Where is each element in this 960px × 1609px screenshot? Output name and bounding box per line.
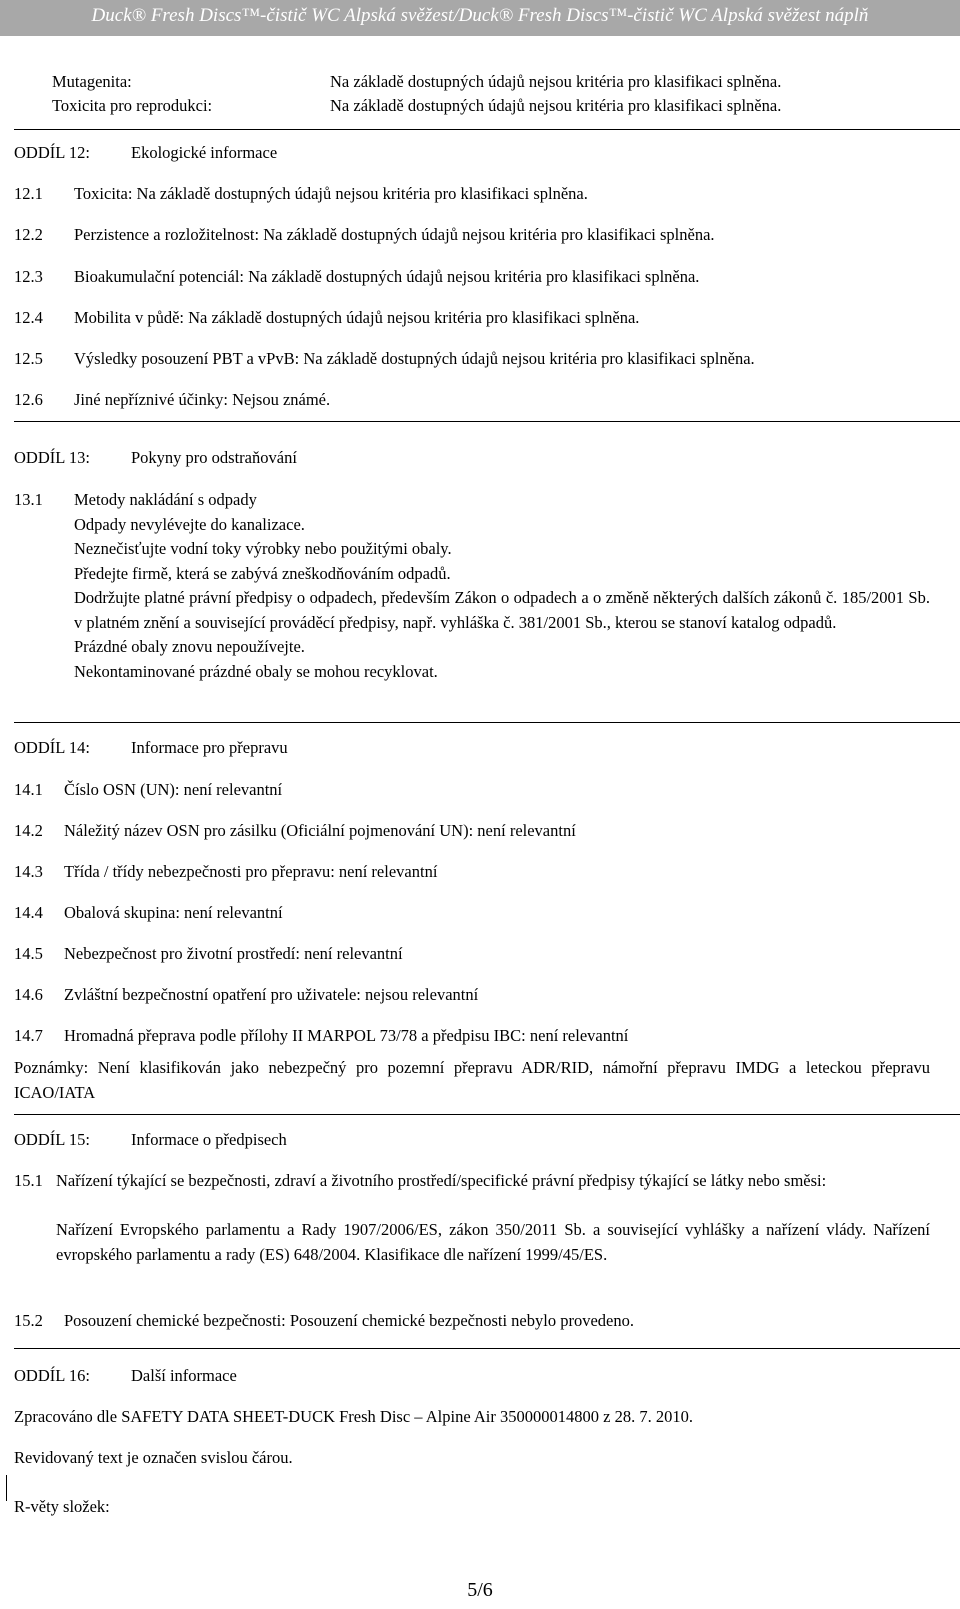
transport-note: Poznámky: Není klasifikován jako nebezpečný pro pozemní přepravu ADR/RID, námořní přepravu IMDG a leteckou přepravu ICAO/IATA [14,1058,930,1102]
section-13-title: Pokyny pro odstraňování [131,448,297,467]
document-title: Duck® Fresh Discs™-čistič WC Alpská svěžest/Duck® Fresh Discs™-čistič WC Alpská svěžest náplň [91,5,869,26]
item-12-4-number: 12.4 [14,308,43,327]
item-14-6-text: Zvláštní bezpečnostní opatření pro uživatele: nejsou relevantní [64,985,479,1004]
item-12-3-number: 12.3 [14,267,43,286]
section-12-label: ODDÍL 12: [14,143,90,162]
item-14-2-text: Náležitý název OSN pro zásilku (Oficiální pojmenování UN): není relevantní [64,821,576,840]
section-divider [14,129,960,130]
section-divider [14,1348,960,1349]
item-14-5-number: 14.5 [14,944,43,963]
mutagenicity-label: Mutagenita: [52,72,132,91]
item-13-1-block [74,488,930,684]
item-13-1-title: Metody nakládání s odpady [74,490,257,509]
item-12-3-text: Bioakumulační potenciál: Na základě dostupných údajů nejsou kritéria pro klasifikaci splněna. [74,267,700,286]
item-14-6-number: 14.6 [14,985,43,1004]
disposal-legal-paragraph: Dodržujte platné právní předpisy o odpadech, především Zákon o odpadech a o změně některých dalších zákonů č. 185/2001 Sb. v platném znění a související prováděcí předpisy, např. vyhláška č. 381/2001 Sb., kterou se stanoví katalog odpadů. [74,588,930,632]
disposal-line: Neznečisťujte vodní toky výrobky nebo použitými obaly. [74,539,452,558]
item-14-7-number: 14.7 [14,1026,43,1045]
section-14-label: ODDÍL 14: [14,738,90,757]
section-12-heading [14,143,277,163]
section-14-title: Informace pro přepravu [131,738,288,757]
r-phrases-heading: R-věty složek: [14,1497,110,1516]
section-16-label: ODDÍL 16: [14,1366,90,1385]
item-15-1-number: 15.1 [14,1171,43,1190]
item-12-4-text: Mobilita v půdě: Na základě dostupných údajů nejsou kritéria pro klasifikaci splněna. [74,308,640,327]
item-14-3-text: Třída / třídy nebezpečnosti pro přepravu: není relevantní [64,862,438,881]
section-13-label: ODDÍL 13: [14,448,90,467]
item-14-3-number: 14.3 [14,862,43,881]
item-15-2-number: 15.2 [14,1311,43,1330]
mutagenicity-value: Na základě dostupných údajů nejsou kritéria pro klasifikaci splněna. [330,72,782,91]
item-12-5-number: 12.5 [14,349,43,368]
item-12-5-text: Výsledky posouzení PBT a vPvB: Na základě dostupných údajů nejsou kritéria pro klasifikaci splněna. [74,349,755,368]
disposal-line: Předejte firmě, která se zabývá zneškodňováním odpadů. [74,563,451,583]
item-14-5-text: Nebezpečnost pro životní prostředí: není relevantní [64,944,403,963]
section-16-heading [14,1366,237,1386]
item-13-1-number: 13.1 [14,490,43,509]
section-15-heading [14,1130,287,1150]
disposal-line: Nekontaminované prázdné obaly se mohou recyklovat. [74,661,438,681]
item-14-4-text: Obalová skupina: není relevantní [64,903,283,922]
section-divider [14,1114,960,1115]
item-15-2-text: Posouzení chemické bezpečnosti: Posouzení chemické bezpečnosti nebylo provedeno. [64,1311,634,1330]
section-divider [14,421,960,422]
item-14-4-number: 14.4 [14,903,43,922]
item-14-2-number: 14.2 [14,821,43,840]
revision-bar [6,1475,7,1501]
item-15-1-regulations: Nařízení Evropského parlamentu a Rady 1907/2006/ES, zákon 350/2011 Sb. a související vyhlášky a nařízení vlády. Nařízení evropského parlamentu a rady (ES) 648/2004. Klasifikace dle nařízení 1999/45/ES. [56,1220,930,1264]
item-12-6-number: 12.6 [14,390,43,409]
item-14-1-text: Číslo OSN (UN): není relevantní [64,780,283,799]
section-16-title: Další informace [131,1366,237,1385]
item-12-6-text: Jiné nepříznivé účinky: Nejsou známé. [74,390,331,409]
disposal-line: Prázdné obaly znovu nepoužívejte. [74,637,305,656]
item-15-1-text: Nařízení týkající se bezpečnosti, zdraví a životního prostředí/specifické právní předpisy týkající se látky nebo směsi: [56,1171,827,1190]
item-12-1-number: 12.1 [14,184,43,203]
item-12-2-number: 12.2 [14,225,43,244]
item-14-1-number: 14.1 [14,780,43,799]
section-15-title: Informace o předpisech [131,1130,287,1149]
page-number: 5/6 [467,1579,493,1601]
section-15-label: ODDÍL 15: [14,1130,90,1149]
section-13-heading [14,448,297,468]
reproductive-toxicity-label: Toxicita pro reprodukci: [52,96,213,115]
revision-note: Revidovaný text je označen svislou čárou. [14,1448,293,1467]
source-note: Zpracováno dle SAFETY DATA SHEET-DUCK Fresh Disc – Alpine Air 350000014800 z 28. 7. 2010. [14,1407,693,1426]
disposal-line: Odpady nevylévejte do kanalizace. [74,514,305,534]
section-14-heading [14,738,288,758]
reproductive-toxicity-value: Na základě dostupných údajů nejsou kritéria pro klasifikaci splněna. [330,96,782,115]
item-14-7-text: Hromadná přeprava podle přílohy II MARPOL 73/78 a předpisu IBC: není relevantní [64,1026,629,1045]
item-12-1-text: Toxicita: Na základě dostupných údajů nejsou kritéria pro klasifikaci splněna. [74,184,588,203]
section-12-title: Ekologické informace [131,143,278,162]
item-12-2-text: Perzistence a rozložitelnost: Na základě dostupných údajů nejsou kritéria pro klasifikaci splněna. [74,225,715,244]
document-header [0,0,960,36]
section-divider [14,722,960,723]
